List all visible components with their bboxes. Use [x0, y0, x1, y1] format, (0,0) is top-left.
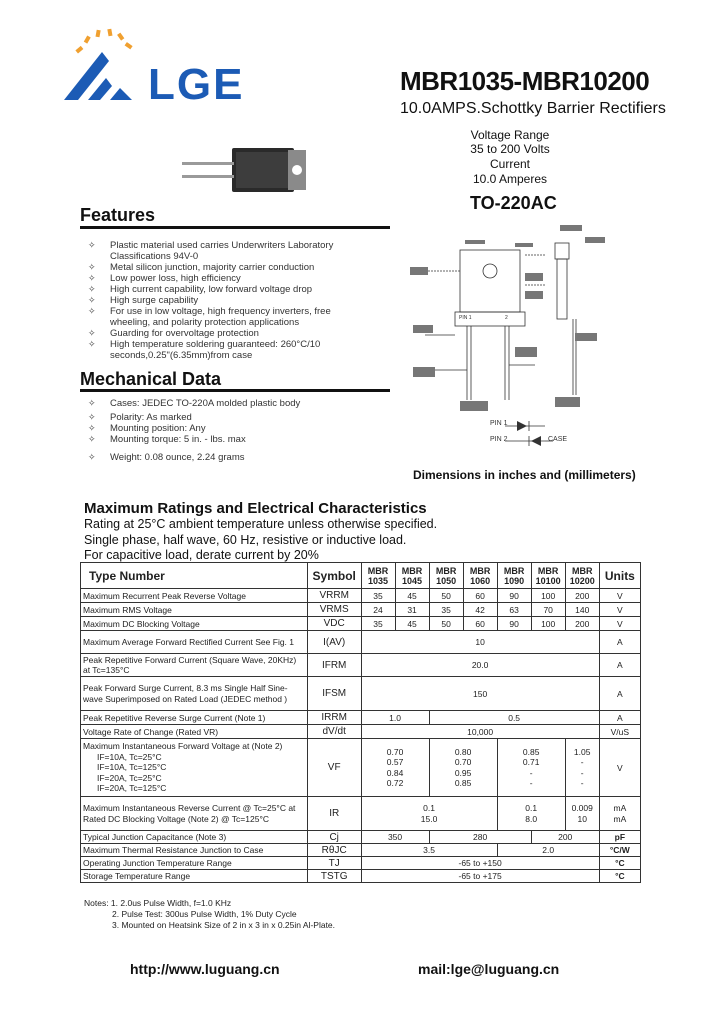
- features-divider: [80, 226, 390, 229]
- ratings-title: Maximum Ratings and Electrical Characteristics: [84, 500, 427, 517]
- list-item: ✧ Low power loss, high efficiency: [88, 273, 241, 284]
- diamond-bullet-icon: ✧: [88, 306, 96, 316]
- part-header: MBR 1035: [361, 563, 395, 589]
- diamond-bullet-icon: ✧: [88, 240, 96, 250]
- diamond-bullet-icon: ✧: [88, 434, 96, 444]
- part-header: MBR 10100: [531, 563, 565, 589]
- logo-text: LGE: [148, 60, 245, 109]
- diamond-bullet-icon: ✧: [88, 284, 96, 294]
- table-row: Maximum DC Blocking Voltage VDC 35 45 50 60 90 100 200 V: [81, 617, 641, 631]
- sun-rays-icon: [75, 29, 132, 54]
- diamond-bullet-icon: ✧: [88, 412, 96, 422]
- part-header: MBR 1045: [395, 563, 429, 589]
- pin2-label: PIN 2: [490, 436, 508, 443]
- diamond-bullet-icon: ✧: [88, 295, 96, 305]
- list-item: ✧ Polarity: As marked: [88, 412, 192, 423]
- diamond-bullet-icon: ✧: [88, 328, 96, 338]
- diamond-bullet-icon: ✧: [88, 452, 96, 462]
- part-header: MBR 1050: [429, 563, 463, 589]
- ratings-table: [80, 562, 641, 883]
- diamond-bullet-icon: ✧: [88, 273, 96, 283]
- list-item: ✧ High temperature soldering guaranteed: 260°C/10 seconds,0.25"(6.35mm)from case: [88, 339, 321, 361]
- table-row: Peak Repetitive Reverse Surge Current (Note 1) IRRM 1.0 0.5 A: [81, 711, 641, 725]
- list-item: ✧ Guarding for overvoltage protection: [88, 328, 259, 339]
- component-image: [180, 140, 310, 200]
- table-row: Maximum RMS Voltage VRMS 24 31 35 42 63 70 140 V: [81, 603, 641, 617]
- type-number-header: Type Number: [81, 563, 308, 589]
- package-name: TO-220AC: [470, 193, 557, 213]
- features-list: [88, 240, 358, 361]
- units-header: Units: [599, 563, 640, 589]
- voltage-range-label: Voltage Range: [470, 128, 550, 142]
- mechanical-list: [88, 398, 358, 463]
- table-row: Maximum Recurrent Peak Reverse Voltage VRRM 35 45 50 60 90 100 200 V: [81, 589, 641, 603]
- company-logo: [62, 28, 152, 104]
- table-row: Voltage Rate of Change (Rated VR) dV/dt 10,000 V/uS: [81, 725, 641, 739]
- list-item: ✧ Mounting torque: 5 in. - lbs. max: [88, 434, 246, 445]
- table-row: Maximum Instantaneous Forward Voltage at (Note 2) IF=10A, Tc=25°C IF=10A, Tc=125°C IF=20A, Tc=25°C IF=20A, Tc=125°C VF 0.70 0.57 0.84 0.72 0.80 0.70 0.95 0.85 0.85 0.71 - - 1.05 - - - V: [81, 739, 641, 797]
- part-header: MBR 1060: [463, 563, 497, 589]
- list-item: ✧ Metal silicon junction, majority carrier conduction: [88, 262, 315, 273]
- website-link[interactable]: http://www.luguang.cn: [130, 961, 280, 977]
- svg-text:PIN 1: PIN 1: [459, 315, 472, 321]
- table-row: Operating Junction Temperature Range TJ -65 to +150 °C: [81, 857, 641, 870]
- mechanical-divider: [80, 389, 390, 392]
- diamond-bullet-icon: ✧: [88, 262, 96, 272]
- table-row: Typical Junction Capacitance (Note 3) Cj 350 280 200 pF: [81, 831, 641, 844]
- part-header: MBR 10200: [565, 563, 599, 589]
- rating-note-1: Rating at 25°C ambient temperature unless otherwise specified.: [84, 517, 438, 531]
- dimensions-caption: Dimensions in inches and (millimeters): [413, 468, 636, 482]
- table-header-row: [81, 563, 641, 589]
- dimension-drawing: [405, 215, 625, 455]
- symbol-header: Symbol: [307, 563, 361, 589]
- table-row: Peak Repetitive Forward Current (Square Wave, 20KHz) at Tc=135°C IFRM 20.0 A: [81, 654, 641, 677]
- current-value: 10.0 Amperes: [472, 172, 548, 186]
- triangle-mark-icon: [64, 52, 132, 100]
- table-row: Maximum Thermal Resistance Junction to Case RθJC 3.5 2.0 °C/W: [81, 844, 641, 857]
- email-link[interactable]: mail:lge@luguang.cn: [418, 961, 560, 977]
- table-row: Storage Temperature Range TSTG -65 to +175 °C: [81, 870, 641, 883]
- diamond-bullet-icon: ✧: [88, 339, 96, 349]
- diamond-bullet-icon: ✧: [88, 398, 96, 408]
- page-title: MBR1035-MBR10200: [400, 66, 650, 96]
- svg-text:2: 2: [505, 315, 508, 321]
- pin1-label: PIN 1: [490, 420, 508, 427]
- list-item: ✧ Weight: 0.08 ounce, 2.24 grams: [88, 452, 245, 463]
- list-item: ✧ Mounting position: Any: [88, 423, 206, 434]
- list-item: ✧ High current capability, low forward voltage drop: [88, 284, 313, 295]
- table-row: Peak Forward Surge Current, 8.3 ms Single Half Sine-wave Superimposed on Rated Load (JEDEC method ) IFSM 150 A: [81, 677, 641, 711]
- list-item: ✧ For use in low voltage, high frequency inverters, free wheeling, and polarity protection applications: [88, 306, 331, 328]
- current-label: Current: [489, 157, 530, 171]
- list-item: ✧ High surge capability: [88, 295, 199, 306]
- features-heading: Features: [80, 205, 156, 225]
- list-item: ✧ Plastic material used carries Underwriters Laboratory Classifications 94V-0: [88, 240, 334, 262]
- table-row: Maximum Average Forward Rectified Current See Fig. 1 I(AV) 10 A: [81, 631, 641, 654]
- footnotes: Notes: 1. 2.0us Pulse Width, f=1.0 KHz 2. Pulse Test: 300us Pulse Width, 1% Duty Cycle 3. Mounted on Heatsink Size of 2 in x 3 in x 0.25in Al-Plate.: [84, 898, 336, 930]
- case-label: CASE: [548, 436, 568, 443]
- mechanical-heading: Mechanical Data: [80, 369, 222, 389]
- rating-note-2: Single phase, half wave, 60 Hz, resistive or inductive load.: [84, 533, 407, 547]
- list-item: ✧ Cases: JEDEC TO-220A molded plastic body: [88, 398, 301, 409]
- part-header: MBR 1090: [497, 563, 531, 589]
- table-row: Maximum Instantaneous Reverse Current @ Tc=25°C at Rated DC Blocking Voltage (Note 2) @ Tc=125°C IR 0.1 15.0 0.1 8.0 0.009 10 mA mA: [81, 797, 641, 831]
- diamond-bullet-icon: ✧: [88, 423, 96, 433]
- voltage-range-value: 35 to 200 Volts: [470, 142, 550, 156]
- rating-note-3: For capacitive load, derate current by 20%: [84, 548, 319, 562]
- page-subtitle: 10.0AMPS.Schottky Barrier Rectifiers: [400, 100, 666, 117]
